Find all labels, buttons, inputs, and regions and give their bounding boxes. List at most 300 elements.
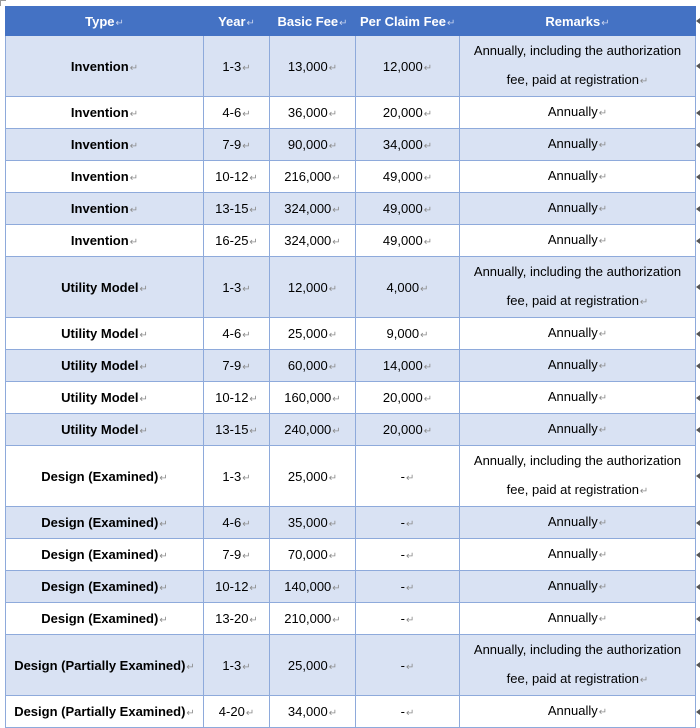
cell-basic-fee [270,382,356,414]
cell-year-text: 4-6 [222,105,242,120]
table-body [6,36,696,728]
cell-per-claim-fee [356,414,460,446]
paragraph-mark-icon: ↵ [328,62,338,74]
paragraph-mark-icon: ↵ [129,141,139,152]
table-row [6,571,696,603]
cell-year-text: 7-9 [222,358,242,373]
cell-basic-fee [270,603,356,635]
cell-year-text: 4-6 [222,515,242,530]
cell-remarks-text: Annually [547,168,598,183]
table-row [6,414,696,446]
header-per-claim-fee: Per Claim Fee↵ [356,7,460,36]
cell-basic-fee-text: 34,000 [287,704,328,719]
cell-remarks-text: Annually [547,578,598,593]
cell-per-claim-fee-text: - [400,611,405,626]
row-end-marker-icon [696,174,700,180]
cell-basic-fee-text: 324,000 [284,233,332,248]
cell-basic-fee [270,129,356,161]
cell-remarks-text: Annually [547,546,598,561]
paragraph-mark-icon: ↵ [242,62,251,74]
paragraph-mark-icon: ↵ [139,283,148,295]
cell-year-text: 13-15 [215,201,249,216]
cell-type-text: Invention [70,137,129,152]
cell-basic-fee-text: 25,000 [287,326,328,341]
cell-per-claim-fee-text: 34,000 [382,137,423,152]
cell-year-text: 10-12 [215,390,249,405]
paragraph-mark-icon: ↵ [328,708,338,719]
cell-year-text: 10-12 [215,169,249,184]
cell-year-text: 4-20 [218,704,245,719]
cell-remarks [460,350,696,382]
cell-per-claim-fee-text: 49,000 [382,169,423,184]
cell-remarks-text: Annually [547,104,598,119]
cell-basic-fee [270,446,356,507]
paragraph-mark-icon: ↵ [242,362,251,373]
paragraph-mark-icon: ↵ [598,582,608,593]
cell-remarks-text: Annually [547,610,598,625]
cell-basic-fee-text: 324,000 [284,201,332,216]
header-type: Type↵ [6,7,204,36]
table-row [6,446,696,507]
cell-remarks [460,635,696,696]
cell-remarks [460,603,696,635]
table-row [6,225,696,257]
paragraph-mark-icon: ↵ [405,519,415,530]
paragraph-mark-icon: ↵ [423,394,433,405]
table-row [6,193,696,225]
cell-basic-fee [270,97,356,129]
paragraph-mark-icon: ↵ [328,330,338,341]
paragraph-mark-icon: ↵ [598,204,608,215]
cell-year-text: 1-3 [222,657,242,673]
paragraph-mark-icon: ↵ [598,140,608,151]
cell-per-claim-fee-text: - [400,579,405,594]
cell-basic-fee [270,539,356,571]
cell-remarks-text: Annually [547,357,598,372]
cell-year [204,635,270,696]
cell-basic-fee [270,571,356,603]
cell-per-claim-fee [356,97,460,129]
header-basic-fee: Basic Fee↵ [270,7,356,36]
cell-type-text: Design (Partially Examined) [14,657,186,673]
cell-type [6,257,204,318]
paragraph-mark-icon: ↵ [242,661,251,673]
cell-year [204,446,270,507]
cell-type [6,97,204,129]
paragraph-mark-icon: ↵ [242,283,251,295]
paragraph-mark-icon: ↵ [139,426,148,437]
paragraph-mark-icon: ↵ [332,394,341,405]
cell-per-claim-fee-text: - [400,657,405,673]
cell-per-claim-fee-text: - [400,547,405,562]
cell-basic-fee-text: 210,000 [284,611,332,626]
paragraph-mark-icon: ↵ [328,141,338,152]
header-year: Year↵ [204,7,270,36]
paragraph-mark-icon: ↵ [129,205,139,216]
paragraph-mark-icon: ↵ [423,426,433,437]
cell-year-text: 1-3 [222,468,242,484]
cell-per-claim-fee [356,129,460,161]
paragraph-mark-icon: ↵ [598,361,608,372]
paragraph-mark-icon: ↵ [423,141,433,152]
cell-type [6,635,204,696]
cell-per-claim-fee-text: 20,000 [382,390,423,405]
cell-basic-fee [270,696,356,728]
cell-type [6,539,204,571]
cell-basic-fee-text: 36,000 [287,105,328,120]
table-row [6,539,696,571]
paragraph-mark-icon: ↵ [242,141,251,152]
paragraph-mark-icon: ↵ [420,283,429,295]
paragraph-mark-icon: ↵ [598,393,608,404]
cell-basic-fee [270,161,356,193]
cell-basic-fee [270,507,356,539]
cell-remarks-text: Annually [547,200,598,215]
cell-year [204,193,270,225]
paragraph-mark-icon: ↵ [245,708,255,719]
cell-per-claim-fee-text: 12,000 [382,58,423,74]
cell-type-text: Invention [70,58,129,74]
paragraph-mark-icon: ↵ [242,472,251,484]
cell-remarks-text: Annually, including the authorization fee, paid at registration [473,264,682,308]
cell-type-text: Design (Examined) [41,515,159,530]
cell-basic-fee [270,36,356,97]
cell-per-claim-fee [356,539,460,571]
cell-year-text: 13-20 [215,611,249,626]
cell-type-text: Utility Model [61,279,139,295]
row-end-marker-icon [696,238,700,244]
cell-type [6,161,204,193]
cell-type-text: Invention [70,169,129,184]
cell-per-claim-fee [356,382,460,414]
cell-remarks [460,97,696,129]
fee-table [5,6,696,728]
cell-remarks-text: Annually [547,136,598,151]
cell-type [6,225,204,257]
cell-type [6,571,204,603]
paragraph-mark-icon: ↵ [328,472,338,484]
cell-basic-fee [270,414,356,446]
paragraph-mark-icon: ↵ [159,472,168,484]
cell-per-claim-fee [356,571,460,603]
cell-basic-fee [270,257,356,318]
cell-basic-fee-text: 216,000 [284,169,332,184]
cell-remarks [460,446,696,507]
cell-remarks [460,696,696,728]
paragraph-mark-icon: ↵ [332,615,341,626]
cell-year-text: 10-12 [215,579,249,594]
cell-basic-fee-text: 12,000 [287,279,328,295]
paragraph-mark-icon: ↵ [598,329,608,340]
paragraph-mark-icon: ↵ [332,583,341,594]
paragraph-mark-icon: ↵ [420,330,429,341]
cell-type [6,193,204,225]
header-row [6,7,696,36]
cell-year [204,414,270,446]
row-end-marker-icon [696,363,700,369]
cell-year [204,382,270,414]
cell-remarks [460,161,696,193]
row-end-marker-icon [696,284,700,290]
cell-type-text: Design (Partially Examined) [14,704,186,719]
cell-basic-fee-text: 13,000 [287,58,328,74]
paragraph-mark-icon: ↵ [129,237,139,248]
paragraph-mark-icon: ↵ [598,614,608,625]
cell-per-claim-fee-text: 20,000 [382,422,423,437]
cell-basic-fee [270,225,356,257]
paragraph-mark-icon: ↵ [186,661,195,673]
cell-basic-fee [270,193,356,225]
paragraph-mark-icon: ↵ [423,362,433,373]
paragraph-mark-icon: ↵ [249,394,258,405]
cell-remarks [460,414,696,446]
table-row [6,97,696,129]
cell-year [204,97,270,129]
cell-remarks-text: Annually [547,232,598,247]
cell-per-claim-fee [356,36,460,97]
paragraph-mark-icon: ↵ [405,551,415,562]
paragraph-mark-icon: ↵ [328,109,338,120]
paragraph-mark-icon: ↵ [332,173,341,184]
table-row [6,129,696,161]
row-end-marker-icon [696,18,700,24]
table-row [6,350,696,382]
cell-per-claim-fee [356,257,460,318]
table-row [6,507,696,539]
row-end-marker-icon [696,142,700,148]
cell-per-claim-fee [356,193,460,225]
cell-basic-fee-text: 70,000 [287,547,328,562]
cell-per-claim-fee [356,603,460,635]
table-row [6,161,696,193]
cell-per-claim-fee [356,507,460,539]
cell-type-text: Design (Examined) [41,547,159,562]
cell-type-text: Utility Model [61,390,139,405]
cell-type [6,382,204,414]
row-end-marker-icon [696,709,700,715]
paragraph-mark-icon: ↵ [598,236,608,247]
cell-per-claim-fee-text: 49,000 [382,233,423,248]
cell-remarks [460,382,696,414]
cell-type [6,350,204,382]
cell-type [6,603,204,635]
paragraph-mark-icon: ↵ [328,283,338,295]
cell-type [6,318,204,350]
row-end-marker-icon [696,584,700,590]
cell-basic-fee-text: 25,000 [287,657,328,673]
cell-basic-fee [270,318,356,350]
cell-year [204,571,270,603]
paragraph-mark-icon: ↵ [249,615,258,626]
cell-year [204,507,270,539]
cell-type [6,414,204,446]
paragraph-mark-icon: ↵ [405,472,415,484]
paragraph-mark-icon: ↵ [423,173,433,184]
paragraph-mark-icon: ↵ [423,237,433,248]
cell-type-text: Utility Model [61,422,139,437]
cell-remarks-text: Annually [547,703,598,718]
table-row [6,382,696,414]
paragraph-mark-icon: ↵ [186,708,195,719]
paragraph-mark-icon: ↵ [598,108,608,119]
paragraph-mark-icon: ↵ [159,551,168,562]
paragraph-mark-icon: ↵ [598,425,608,436]
paragraph-mark-icon: ↵ [598,707,608,718]
row-end-marker-icon [696,206,700,212]
cell-per-claim-fee-text: 49,000 [382,201,423,216]
table-row [6,257,696,318]
cell-type [6,36,204,97]
cell-year [204,257,270,318]
cell-year-text: 4-6 [222,326,242,341]
cell-per-claim-fee [356,696,460,728]
header-remarks: Remarks↵ [460,7,696,36]
paragraph-mark-icon: ↵ [242,330,251,341]
paragraph-mark-icon: ↵ [242,109,251,120]
cell-type-text: Design (Examined) [41,579,159,594]
paragraph-mark-icon: ↵ [332,237,341,248]
paragraph-mark-icon: ↵ [332,205,341,216]
cell-per-claim-fee-text: 20,000 [382,105,423,120]
cell-year-text: 16-25 [215,233,249,248]
table-row [6,635,696,696]
paragraph-mark-icon: ↵ [139,394,148,405]
cell-remarks-text: Annually, including the authorization fee, paid at registration [473,642,682,686]
cell-year-text: 1-3 [222,279,242,295]
cell-per-claim-fee [356,635,460,696]
cell-year-text: 7-9 [222,547,242,562]
cell-per-claim-fee [356,318,460,350]
table-row [6,36,696,97]
paragraph-mark-icon: ↵ [159,583,168,594]
cell-per-claim-fee [356,161,460,193]
cell-remarks-text: Annually, including the authorization fee, paid at registration [473,43,682,87]
cell-type [6,507,204,539]
paragraph-mark-icon: ↵ [159,519,168,530]
row-end-marker-icon [696,616,700,622]
paragraph-mark-icon: ↵ [139,330,148,341]
paragraph-mark-icon: ↵ [249,237,258,248]
cell-per-claim-fee-text: 4,000 [386,279,420,295]
table-row [6,318,696,350]
cell-remarks [460,571,696,603]
cell-basic-fee-text: 35,000 [287,515,328,530]
cell-type-text: Design (Examined) [41,468,159,484]
row-end-marker-icon [696,552,700,558]
paragraph-mark-icon: ↵ [249,205,258,216]
paragraph-mark-icon: ↵ [639,486,649,497]
row-end-marker-icon [696,395,700,401]
paragraph-mark-icon: ↵ [598,518,608,529]
paragraph-mark-icon: ↵ [249,583,258,594]
cell-type-text: Utility Model [61,358,139,373]
cell-basic-fee [270,635,356,696]
paragraph-mark-icon: ↵ [639,675,649,686]
paragraph-mark-icon: ↵ [423,205,433,216]
row-end-marker-icon [696,331,700,337]
cell-remarks-text: Annually [547,514,598,529]
cell-year [204,36,270,97]
cell-type-text: Design (Examined) [41,611,159,626]
cell-per-claim-fee [356,446,460,507]
row-end-marker-icon [696,427,700,433]
cell-year [204,129,270,161]
paragraph-mark-icon: ↵ [598,550,608,561]
cell-type-text: Invention [70,105,129,120]
paragraph-mark-icon: ↵ [405,661,415,673]
cell-type-text: Invention [70,201,129,216]
cell-year [204,225,270,257]
cell-type [6,129,204,161]
cell-year [204,318,270,350]
cell-per-claim-fee-text: - [400,515,405,530]
cell-remarks-text: Annually [547,421,598,436]
row-end-marker-icon [696,110,700,116]
paragraph-mark-icon: ↵ [129,173,139,184]
paragraph-mark-icon: ↵ [405,583,415,594]
paragraph-mark-icon: ↵ [639,76,649,87]
cell-year-text: 13-15 [215,422,249,437]
cell-remarks [460,539,696,571]
paragraph-mark-icon: ↵ [242,519,251,530]
cell-remarks [460,193,696,225]
row-end-marker-icon [696,520,700,526]
paragraph-mark-icon: ↵ [139,362,148,373]
cell-per-claim-fee [356,350,460,382]
cell-year [204,696,270,728]
cell-remarks [460,129,696,161]
table-row [6,696,696,728]
paragraph-mark-icon: ↵ [159,615,168,626]
cell-type-text: Invention [70,233,129,248]
cell-remarks-text: Annually [547,389,598,404]
cell-type [6,446,204,507]
paragraph-mark-icon: ↵ [423,62,433,74]
cell-type [6,696,204,728]
paragraph-mark-icon: ↵ [405,708,415,719]
cell-per-claim-fee-text: 9,000 [386,326,420,341]
cell-type-text: Utility Model [61,326,139,341]
cell-remarks [460,318,696,350]
paragraph-mark-icon: ↵ [328,519,338,530]
cell-per-claim-fee [356,225,460,257]
cell-remarks [460,257,696,318]
paragraph-mark-icon: ↵ [249,426,258,437]
cell-year [204,161,270,193]
row-end-marker-icon [696,662,700,668]
paragraph-mark-icon: ↵ [249,173,258,184]
cell-year [204,603,270,635]
paragraph-mark-icon: ↵ [332,426,341,437]
cell-basic-fee [270,350,356,382]
cell-basic-fee-text: 60,000 [287,358,328,373]
cell-basic-fee-text: 25,000 [287,468,328,484]
cell-year [204,350,270,382]
paragraph-mark-icon: ↵ [639,297,649,308]
cell-basic-fee-text: 160,000 [284,390,332,405]
cell-basic-fee-text: 90,000 [287,137,328,152]
cell-year [204,539,270,571]
paragraph-mark-icon: ↵ [129,62,139,74]
cell-remarks [460,507,696,539]
paragraph-mark-icon: ↵ [242,551,251,562]
cell-remarks-text: Annually, including the authorization fee, paid at registration [473,453,682,497]
paragraph-mark-icon: ↵ [423,109,433,120]
cell-per-claim-fee-text: - [400,468,405,484]
table-row [6,603,696,635]
cell-year-text: 7-9 [222,137,242,152]
cell-year-text: 1-3 [222,58,242,74]
